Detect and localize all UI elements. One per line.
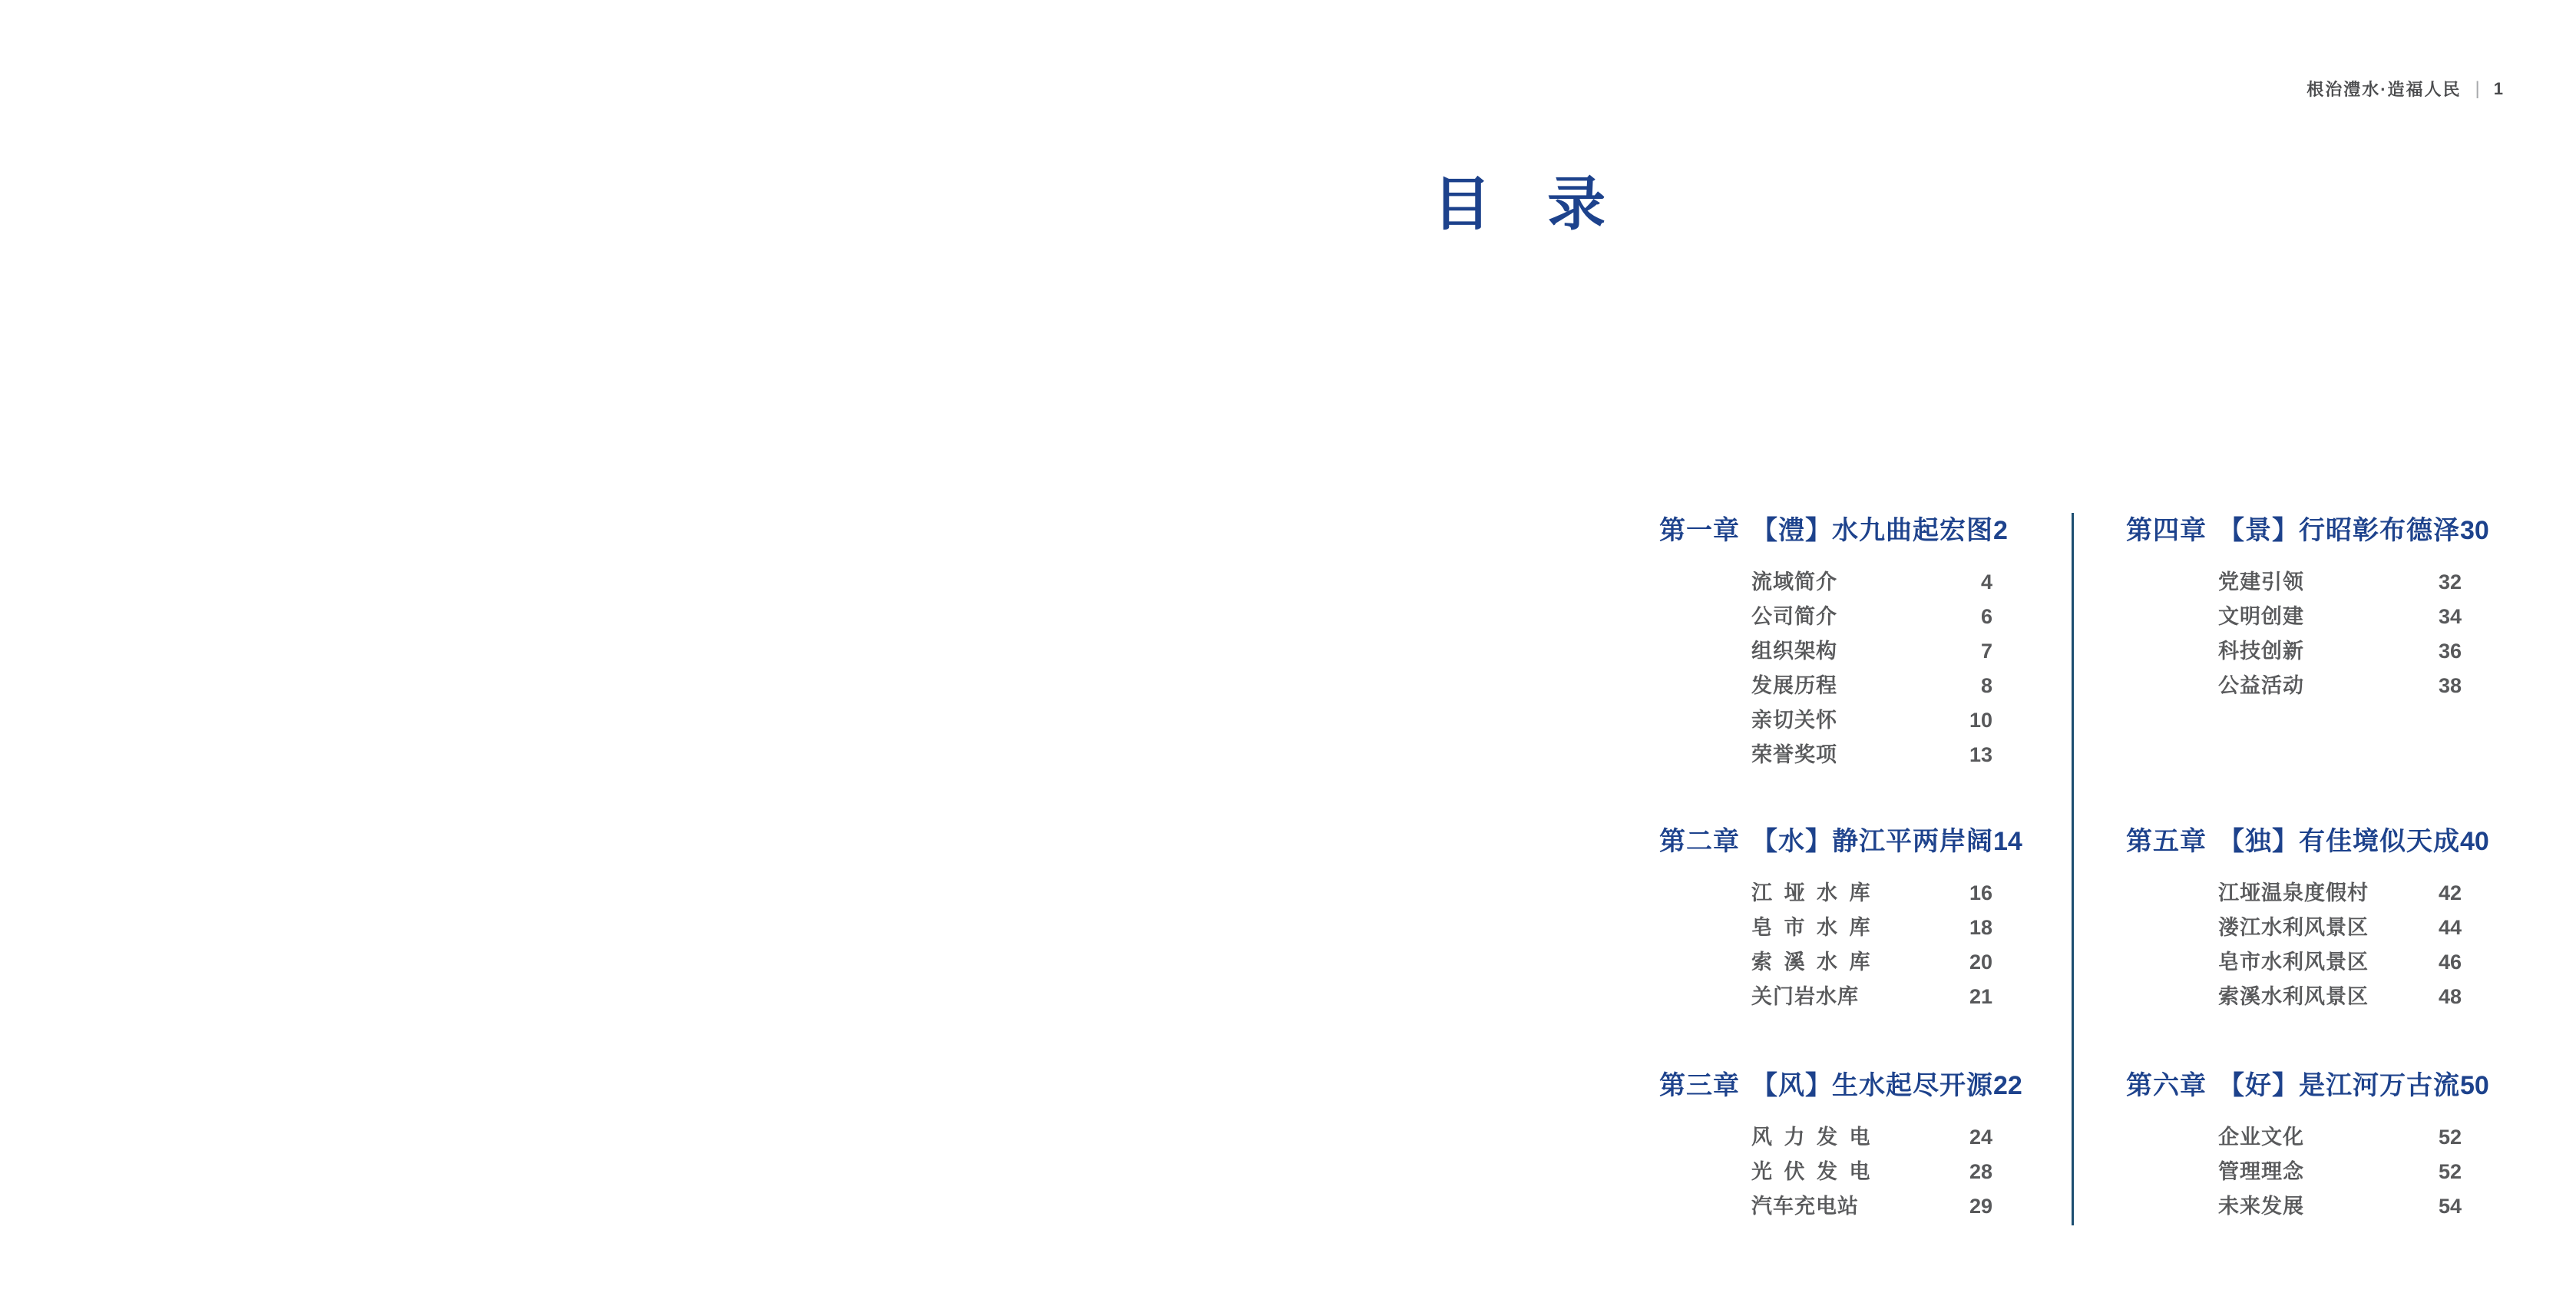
chapter-label: 第三章 — [1659, 1071, 1740, 1100]
header-slogan: 根治澧水·造福人民 — [2306, 80, 2462, 99]
header-page-number: 1 — [2493, 78, 2503, 98]
toc-item — [1751, 876, 1992, 911]
toc-item — [1751, 669, 1992, 703]
toc-item-page-number: 34 — [2438, 605, 2462, 628]
toc-item-page-number: 38 — [2438, 674, 2462, 697]
toc-item — [1751, 634, 1992, 669]
toc-item-page-number: 28 — [1969, 1160, 1992, 1183]
toc-item-label: 流域简介 — [1751, 570, 1837, 593]
toc-item-label: 溇江水利风景区 — [2218, 916, 2369, 939]
chapter-items — [2126, 876, 2462, 1014]
toc-item-label: 发展历程 — [1751, 674, 1837, 697]
chapter-title: 【景】行昭彰布德泽 — [2218, 516, 2460, 545]
toc-item-label: 关门岩水库 — [1751, 985, 1859, 1008]
chapter-title: 【好】是江河万古流 — [2218, 1071, 2460, 1100]
chapter-block-4 — [2126, 515, 2489, 703]
chapter-heading — [2126, 826, 2489, 857]
toc-item-page-number: 13 — [1969, 743, 1992, 766]
toc-item — [2218, 1120, 2462, 1155]
toc-item-page-number: 7 — [1980, 640, 1992, 663]
toc-item — [1751, 1155, 1992, 1189]
toc-item — [1751, 703, 1992, 738]
toc-item-page-number: 8 — [1980, 674, 1992, 697]
toc-item-label: 索溪水利风景区 — [2218, 985, 2369, 1008]
toc-item — [2218, 669, 2462, 703]
toc-item-label: 皂市水利风景区 — [2218, 951, 2369, 974]
toc-item-page-number: 10 — [1969, 709, 1992, 732]
toc-item-page-number: 20 — [1969, 951, 1992, 974]
toc-item-page-number: 48 — [2438, 985, 2462, 1008]
toc-item-page-number: 21 — [1969, 985, 1992, 1008]
toc-item — [1751, 1120, 1992, 1155]
toc-item — [1751, 738, 1992, 772]
toc-item-page-number: 46 — [2438, 951, 2462, 974]
toc-item — [1751, 945, 1992, 980]
chapter-items — [1659, 565, 1992, 772]
chapter-block-2 — [1659, 826, 2022, 1014]
column-divider — [2072, 513, 2074, 1225]
toc-item — [2218, 945, 2462, 980]
toc-item — [2218, 1189, 2462, 1224]
toc-item — [2218, 565, 2462, 600]
toc-item-page-number: 32 — [2438, 570, 2462, 593]
toc-item-page-number: 36 — [2438, 640, 2462, 663]
chapter-page-number: 2 — [1993, 516, 2008, 545]
toc-item — [1751, 565, 1992, 600]
toc-item-page-number: 6 — [1980, 605, 1992, 628]
toc-item-label: 未来发展 — [2218, 1195, 2304, 1218]
chapter-heading — [2126, 1070, 2489, 1101]
chapter-items — [1659, 876, 1992, 1014]
toc-item-page-number: 52 — [2438, 1126, 2462, 1149]
toc-item-label: 江垭温泉度假村 — [2218, 881, 2369, 904]
chapter-title: 【水】静江平两岸阔 — [1751, 827, 1993, 856]
toc-item-label: 管理理念 — [2218, 1160, 2304, 1183]
chapter-label: 第六章 — [2126, 1071, 2207, 1100]
chapter-page-number: 30 — [2460, 516, 2489, 545]
chapter-page-number: 14 — [1993, 827, 2022, 856]
toc-item-label: 文明创建 — [2218, 605, 2304, 628]
chapter-label: 第一章 — [1659, 516, 1740, 545]
toc-item-label: 汽车充电站 — [1751, 1195, 1859, 1218]
toc-item-label: 索 溪 水 库 — [1751, 951, 1871, 974]
toc-item-label: 企业文化 — [2218, 1126, 2304, 1149]
toc-item-page-number: 4 — [1980, 570, 1992, 593]
chapter-label: 第五章 — [2126, 827, 2207, 856]
chapter-items — [1659, 1120, 1992, 1224]
toc-item-page-number: 18 — [1969, 916, 1992, 939]
toc-item-label: 光 伏 发 电 — [1751, 1160, 1871, 1183]
chapter-page-number: 50 — [2460, 1071, 2489, 1100]
toc-item-label: 荣誉奖项 — [1751, 743, 1837, 766]
toc-item-label: 江 垭 水 库 — [1751, 881, 1871, 904]
toc-item — [2218, 634, 2462, 669]
chapter-block-1 — [1659, 515, 2008, 772]
toc-item — [2218, 600, 2462, 634]
toc-item-page-number: 29 — [1969, 1195, 1992, 1218]
toc-item-label: 公益活动 — [2218, 674, 2304, 697]
toc-item-label: 亲切关怀 — [1751, 709, 1837, 732]
toc-item-label: 公司简介 — [1751, 605, 1837, 628]
toc-item — [1751, 1189, 1992, 1224]
chapter-page-number: 22 — [1993, 1071, 2022, 1100]
chapter-heading — [1659, 515, 2008, 546]
chapter-title: 【风】生水起尽开源 — [1751, 1071, 1993, 1100]
chapter-title: 【独】有佳境似天成 — [2218, 827, 2460, 856]
toc-item-label: 组织架构 — [1751, 640, 1837, 663]
chapter-label: 第二章 — [1659, 827, 1740, 856]
chapter-heading — [2126, 515, 2489, 546]
chapter-title: 【澧】水九曲起宏图 — [1751, 516, 1993, 545]
chapter-label: 第四章 — [2126, 516, 2207, 545]
toc-item — [1751, 911, 1992, 945]
toc-item — [2218, 876, 2462, 911]
chapter-heading — [1659, 1070, 2022, 1101]
chapter-items — [2126, 1120, 2462, 1224]
toc-item — [2218, 911, 2462, 945]
toc-item-label: 科技创新 — [2218, 640, 2304, 663]
toc-item-label: 皂 市 水 库 — [1751, 916, 1871, 939]
toc-item — [1751, 600, 1992, 634]
toc-item-page-number: 44 — [2438, 916, 2462, 939]
toc-item-label: 风 力 发 电 — [1751, 1126, 1871, 1149]
toc-item-page-number: 42 — [2438, 881, 2462, 904]
page-header — [2306, 77, 2503, 101]
chapter-page-number: 40 — [2460, 827, 2489, 856]
toc-item-page-number: 24 — [1969, 1126, 1992, 1149]
toc-item — [1751, 980, 1992, 1014]
chapter-block-6 — [2126, 1070, 2489, 1224]
page-title: 目 录 — [1433, 172, 1608, 237]
chapter-items — [2126, 565, 2462, 703]
chapter-block-5 — [2126, 826, 2489, 1014]
toc-item-label: 党建引领 — [2218, 570, 2304, 593]
toc-item-page-number: 52 — [2438, 1160, 2462, 1183]
toc-item-page-number: 16 — [1969, 881, 1992, 904]
header-separator: | — [2475, 78, 2480, 99]
toc-item — [2218, 980, 2462, 1014]
chapter-block-3 — [1659, 1070, 2022, 1224]
chapter-heading — [1659, 826, 2022, 857]
toc-item — [2218, 1155, 2462, 1189]
toc-item-page-number: 54 — [2438, 1195, 2462, 1218]
